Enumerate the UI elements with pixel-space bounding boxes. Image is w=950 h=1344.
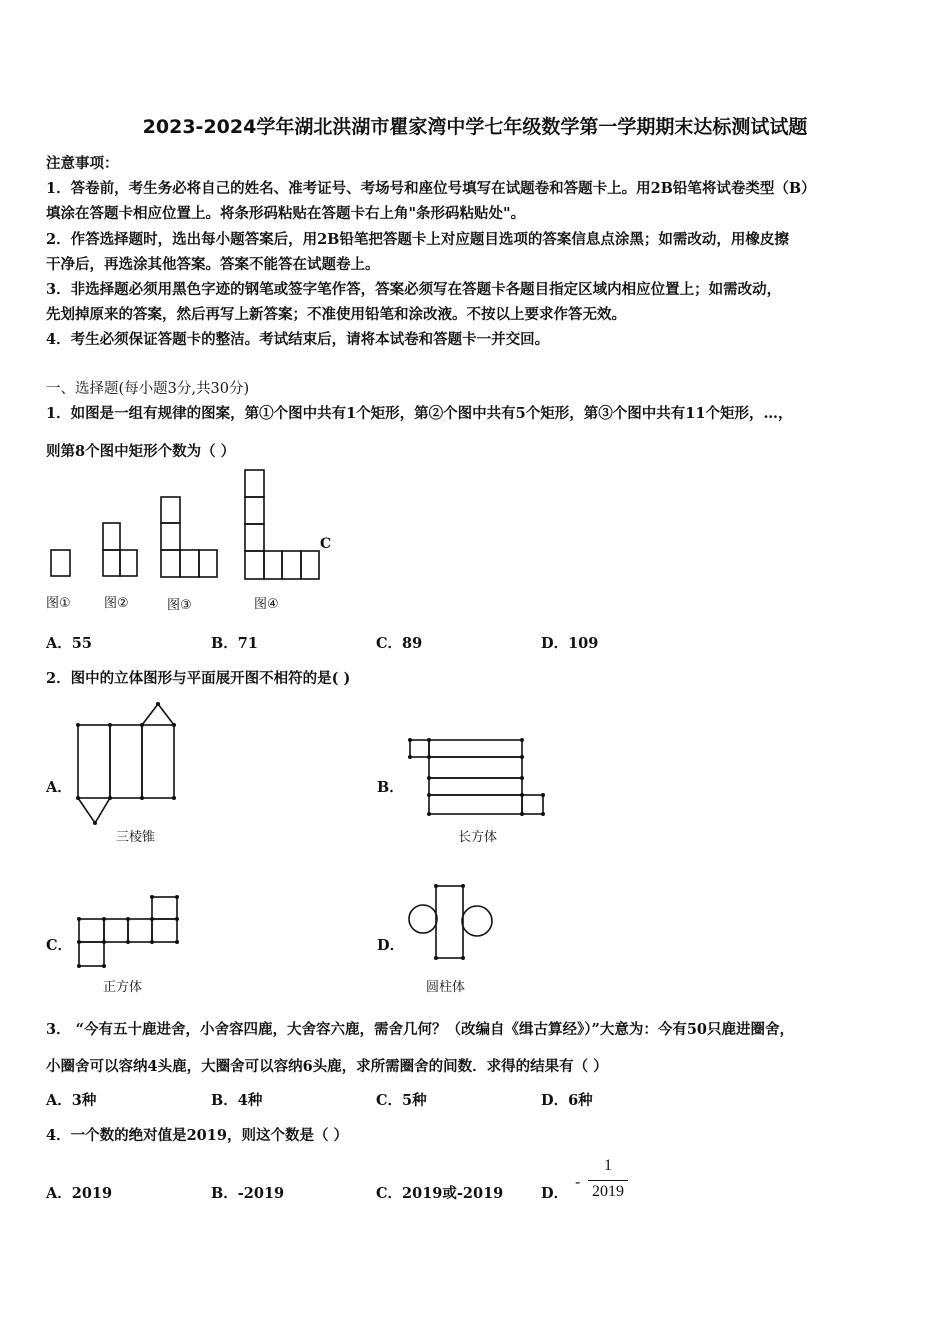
notice-line: 先划掉原来的答案，然后再写上新答案；不准使用铅笔和涂改液。不按以上要求作答无效。 — [46, 306, 626, 323]
q2-figure-c — [77, 895, 179, 968]
q4-option-d[interactable]: D． — [541, 1185, 569, 1202]
section-heading: 一、选择题(每小题3分,共30分) — [46, 381, 250, 397]
q1-stem-line2: 则第8个图中矩形个数为（ ） — [46, 443, 236, 460]
q2-figure-d — [409, 884, 492, 960]
q2-figure-b — [408, 738, 545, 816]
page-title: 2023-2024学年湖北洪湖市瞿家湾中学七年级数学第一学期期末达标测试试题 — [142, 116, 808, 138]
q1-option-a[interactable]: A．55 — [46, 635, 92, 652]
notice-line: 4．考生必须保证答题卡的整洁。考试结束后，请将本试卷和答题卡一并交回。 — [46, 331, 550, 348]
q2-option-a[interactable]: A． — [46, 779, 72, 796]
notice-line: 3．非选择题必须用黑色字迹的钢笔或签字笔作答，答案必须写在答题卡各题目指定区域内相应位置上；如需改动， — [46, 281, 782, 298]
q4-option-b[interactable]: B．-2019 — [211, 1185, 285, 1202]
q1-option-d[interactable]: D．109 — [541, 635, 599, 652]
q3-option-a[interactable]: A．3种 — [46, 1092, 97, 1109]
q4-d-sign: - — [575, 1172, 581, 1191]
q1-fig-label: 图① — [46, 596, 71, 611]
q2-caption-d: 圆柱体 — [426, 980, 466, 995]
q4-option-c[interactable]: C．2019或-2019 — [376, 1185, 504, 1202]
q3-option-b[interactable]: B．4种 — [211, 1092, 263, 1109]
notice-line: 2．作答选择题时，选出每小题答案后，用2B铅笔把答题卡上对应题目选项的答案信息点涂黑；如需改动，用橡皮擦 — [46, 231, 789, 248]
notice-line: 填涂在答题卡相应位置上。将条形码粘贴在答题卡右上角"条形码粘贴处"。 — [46, 205, 526, 222]
q1-fig-label: 图② — [104, 596, 129, 611]
q4-stem: 4．一个数的绝对值是2019，则这个数是（ ） — [46, 1127, 348, 1144]
q4-d-numerator: 1 — [604, 1157, 612, 1174]
q1-stem-line1: 1．如图是一组有规律的图案，第①个图中共有1个矩形，第②个图中共有5个矩形，第③个图中共有11个矩形，…， — [46, 405, 793, 422]
q2-option-b[interactable]: B． — [377, 779, 404, 796]
notice-heading: 注意事项： — [46, 155, 119, 172]
q4-option-a[interactable]: A．2019 — [46, 1185, 113, 1202]
q2-caption-b: 长方体 — [458, 830, 498, 845]
q3-option-c[interactable]: C．5种 — [376, 1092, 427, 1109]
q2-figure-a — [76, 702, 176, 825]
q4-d-denominator: 2019 — [592, 1183, 624, 1200]
q2-option-c[interactable]: C． — [46, 937, 73, 954]
notice-line: 干净后，再选涂其他答案。答案不能答在试题卷上。 — [46, 256, 380, 273]
q2-option-d[interactable]: D． — [377, 937, 405, 954]
q2-caption-c: 正方体 — [103, 980, 143, 995]
q4-d-fraction-bar — [588, 1180, 628, 1181]
q3-stem-line2: 小圈舍可以容纳4头鹿，大圈舍可以容纳6头鹿，求所需圈舍的间数．求得的结果有（ ） — [46, 1058, 608, 1075]
q1-fig-label: 图④ — [254, 597, 279, 612]
q3-stem-line1: 3． “今有五十鹿进舍，小舍容四鹿，大舍容六鹿，需舍几何？（改编自《缉古算经》）”大意为：今有50只鹿进圈舍， — [46, 1021, 794, 1038]
q2-caption-a: 三棱锥 — [116, 830, 156, 845]
notice-line: 1．答卷前，考生务必将自己的姓名、准考证号、考场号和座位号填写在试题卷和答题卡上。用2B铅笔将试卷类型（B） — [46, 180, 816, 197]
q1-fig-label: 图③ — [167, 598, 192, 613]
q3-option-d[interactable]: D．6种 — [541, 1092, 593, 1109]
q1-figure-mark: C — [320, 536, 332, 552]
q1-option-c[interactable]: C．89 — [376, 635, 423, 652]
q1-option-b[interactable]: B．71 — [211, 635, 258, 652]
q2-stem: 2．图中的立体图形与平面展开图不相符的是( ) — [46, 670, 351, 687]
